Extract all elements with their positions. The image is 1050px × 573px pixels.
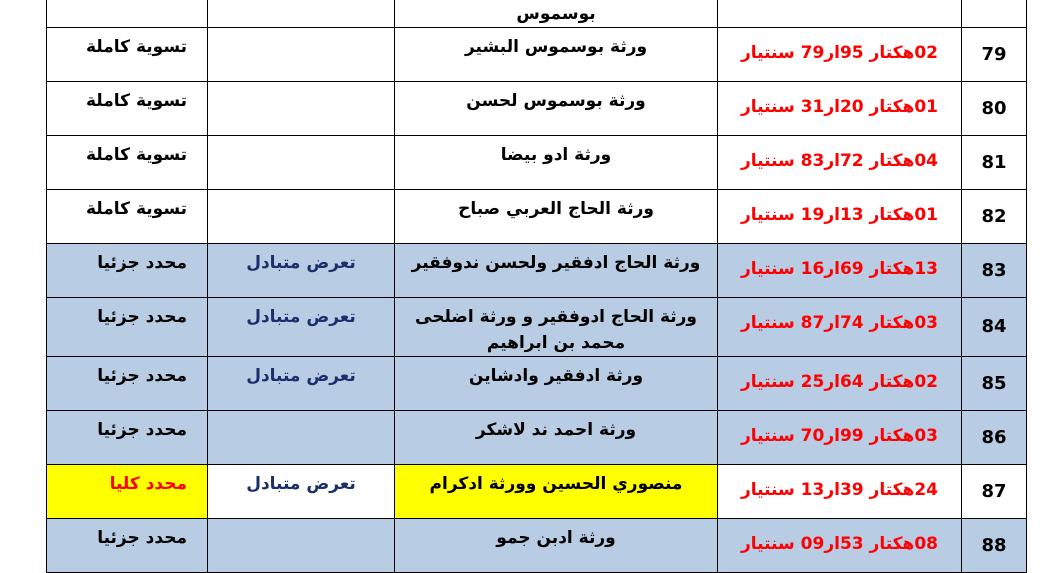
row-number-cell: 83 [962,244,1027,298]
owner-cell: ورثة الحاج ادوفقير و ورثة اضلحى محمد بن ابراهيم [395,298,718,357]
area-cell: 08هكتار 53ار09 سنتيار [718,519,962,573]
table-row [47,357,1027,411]
note-cell [208,519,395,573]
note-cell [208,136,395,190]
status-cell: محدد جزئيا [47,244,208,298]
area-cell [718,0,962,28]
table-row [47,28,1027,82]
note-cell: تعرض متبادل [208,298,395,357]
note-cell: تعرض متبادل [208,357,395,411]
note-cell [208,190,395,244]
status-cell: محدد جزئيا [47,411,208,465]
row-number-cell: 85 [962,357,1027,411]
table-row [47,0,1027,28]
status-cell: تسوية كاملة [47,136,208,190]
note-cell [208,0,395,28]
table-row [47,244,1027,298]
area-cell: 03هكتار 74ار87 سنتيار [718,298,962,357]
area-cell: 13هكتار 69ار16 سنتيار [718,244,962,298]
table-row [47,82,1027,136]
status-cell: محدد جزئيا [47,519,208,573]
status-cell: تسوية كاملة [47,190,208,244]
note-cell: تعرض متبادل [208,465,395,519]
owner-cell: بوسموس [395,0,718,28]
area-cell: 01هكتار 13ار19 سنتيار [718,190,962,244]
row-number-cell: 82 [962,190,1027,244]
owner-cell: ورثة ادفقير وادشاين [395,357,718,411]
row-number-cell [962,0,1027,28]
note-cell [208,28,395,82]
area-cell: 02هكتار 64ار25 سنتيار [718,357,962,411]
row-number-cell: 86 [962,411,1027,465]
owner-cell: ورثة الحاج العربي صباح [395,190,718,244]
status-cell: تسوية كاملة [47,82,208,136]
status-cell: محدد جزئيا [47,357,208,411]
land-parcels-table [46,0,1027,573]
owner-cell: ورثة بوسموس لحسن [395,82,718,136]
owner-cell: منصوري الحسين وورثة ادكرام [395,465,718,519]
owner-cell: ورثة ادو بيضا [395,136,718,190]
area-cell: 01هكتار 20ار31 سنتيار [718,82,962,136]
row-number-cell: 87 [962,465,1027,519]
table-row [47,298,1027,357]
area-cell: 03هكتار 99ار70 سنتيار [718,411,962,465]
status-cell: محدد كليا [47,465,208,519]
table-row [47,465,1027,519]
area-cell: 24هكتار 39ار13 سنتيار [718,465,962,519]
note-cell [208,82,395,136]
area-cell: 04هكتار 72ار83 سنتيار [718,136,962,190]
owner-cell: ورثة بوسموس البشير [395,28,718,82]
row-number-cell: 79 [962,28,1027,82]
owner-cell: ورثة ادبن جمو [395,519,718,573]
table-row [47,190,1027,244]
row-number-cell: 80 [962,82,1027,136]
table-row [47,411,1027,465]
table-row [47,519,1027,573]
note-cell: تعرض متبادل [208,244,395,298]
table-row [47,136,1027,190]
status-cell: محدد جزئيا [47,298,208,357]
area-cell: 02هكتار 95ار79 سنتيار [718,28,962,82]
status-cell: تسوية كاملة [47,28,208,82]
row-number-cell: 84 [962,298,1027,357]
owner-cell: ورثة احمد ند لاشكر [395,411,718,465]
status-cell [47,0,208,28]
note-cell [208,411,395,465]
row-number-cell: 88 [962,519,1027,573]
row-number-cell: 81 [962,136,1027,190]
owner-cell: ورثة الحاج ادفقير ولحسن ندوفقير [395,244,718,298]
